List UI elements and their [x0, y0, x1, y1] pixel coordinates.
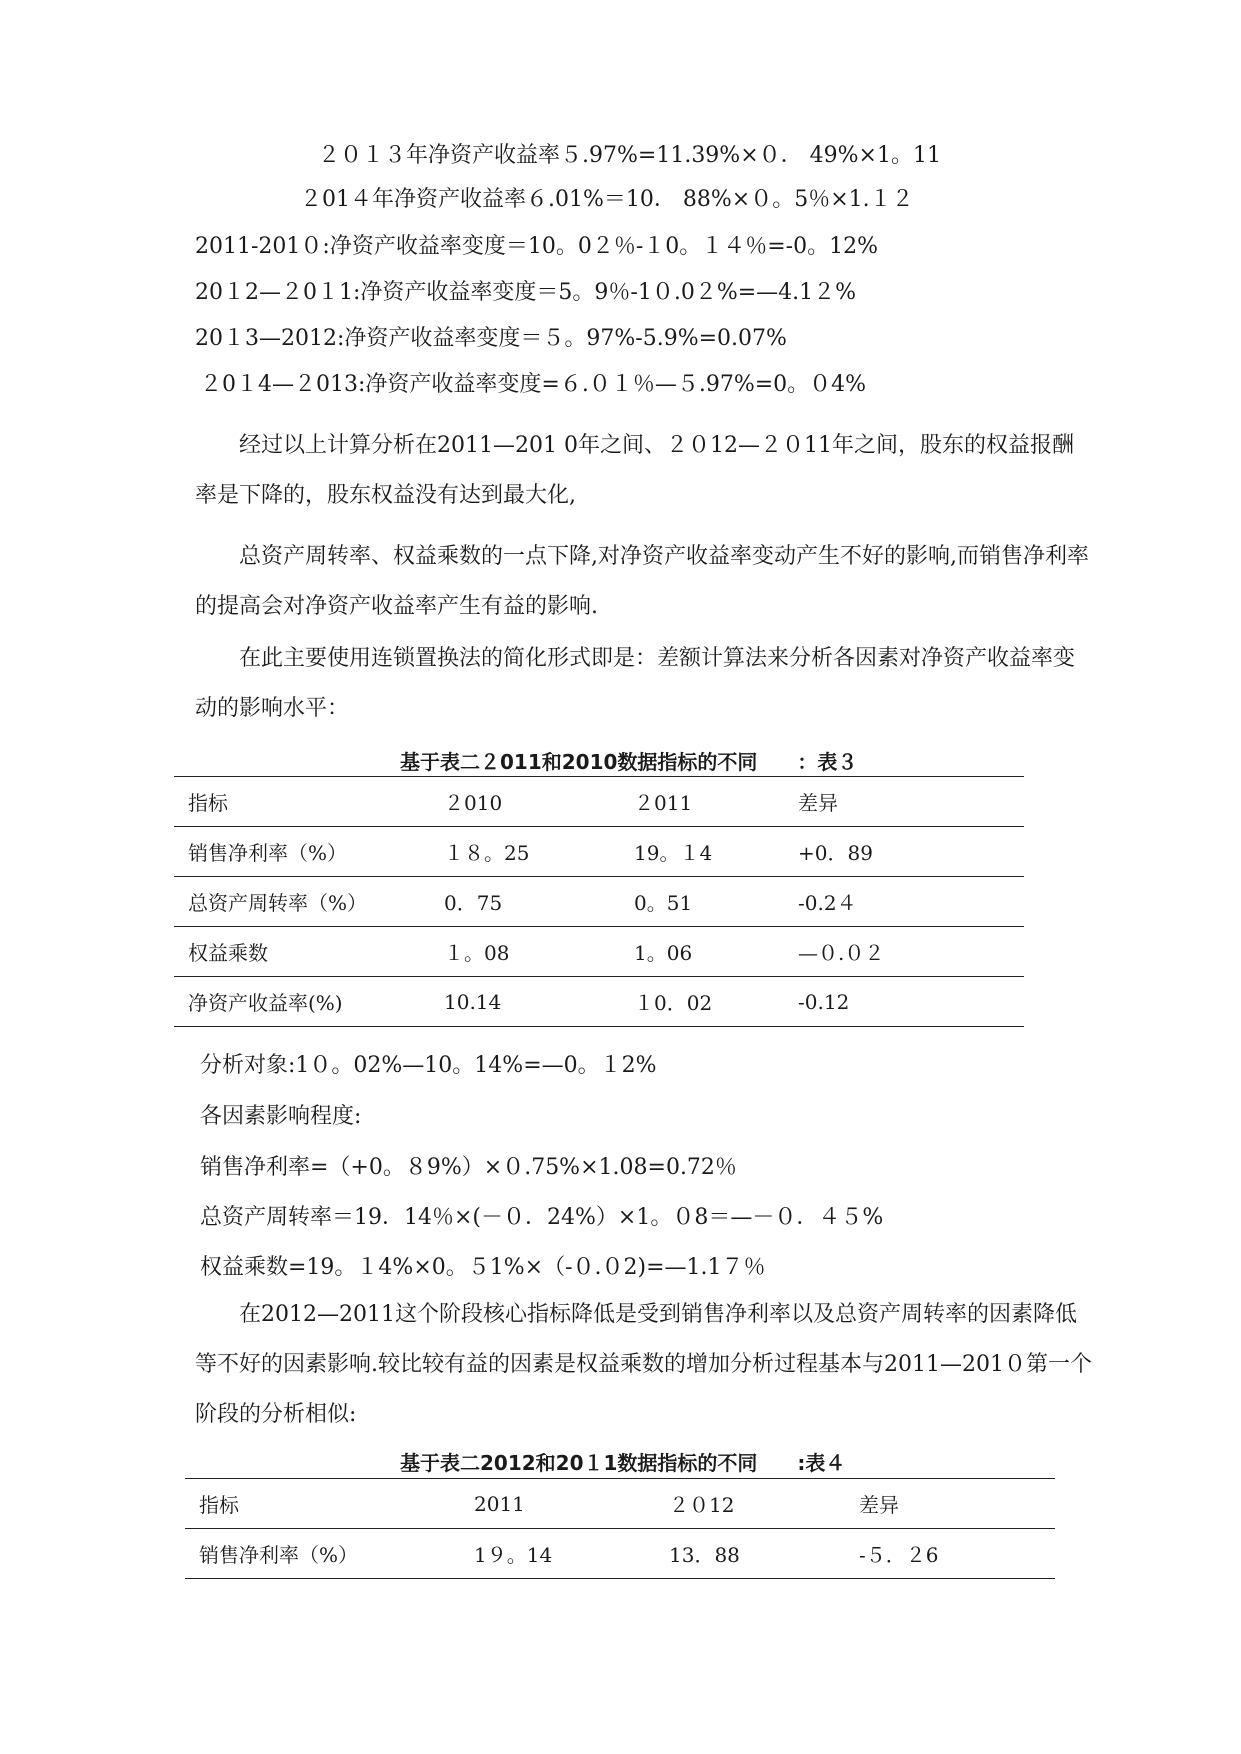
- table-3: [174, 776, 1024, 1027]
- formula-2013: ２０１３年净资产收益率５.97%=11.39%×０． 49%×1。11: [318, 143, 941, 168]
- table-row: [174, 877, 1024, 927]
- table3-caption: 基于表二２011和2010数据指标的不同 ：表３: [400, 750, 858, 774]
- paragraph-conclusion: 经过以上计算分析在2011—201 0年之间、２０12—２０11年之间，股东的权益报酬率是下降的，股东权益没有达到最大化,: [195, 433, 1074, 508]
- table4-header-cell: ２０12: [655, 1479, 845, 1529]
- table-cell: １0．02: [620, 977, 784, 1027]
- table3-header-cell: 指标: [174, 777, 430, 827]
- table-cell: 销售净利率（%）: [174, 827, 430, 877]
- paragraph-2012-2011: 在2012—2011这个阶段核心指标降低是受到销售净利率以及总资产周转率的因素降低等不好的因素影响.较比较有益的因素是权益乘数的增加分析过程基本与2011—201０第一个阶段的分析相似:: [195, 1302, 1092, 1427]
- table4-header-cell: 差异: [845, 1479, 1055, 1529]
- table-cell: 10.14: [430, 977, 620, 1027]
- table-cell: 0。51: [620, 877, 784, 927]
- table-cell: 13．88: [655, 1529, 845, 1579]
- table-cell: -0.12: [784, 977, 1024, 1027]
- table3-header-cell: ２011: [620, 777, 784, 827]
- table-cell: 0．75: [430, 877, 620, 927]
- table-cell: 1９。14: [460, 1529, 655, 1579]
- table-cell: １８。25: [430, 827, 620, 877]
- table-cell: 净资产收益率(%): [174, 977, 430, 1027]
- table-cell: 19。１4: [620, 827, 784, 877]
- table-cell: -0.2４: [784, 877, 1024, 927]
- analysis-asset-turnover: 总资产周转率＝19．14％×(－０．24%）×1。０8＝—－０．４５%: [200, 1205, 884, 1230]
- formula-2014: ２01４年净资产收益率６.01%＝10． 88%×０。5％×1.１２: [300, 187, 914, 212]
- paragraph-impact: 总资产周转率、权益乘数的一点下降,对净资产收益率变动产生不好的影响,而销售净利率的提高会对净资产收益率产生有益的影响.: [195, 544, 1089, 619]
- table3-header-cell: 差异: [784, 777, 1024, 827]
- table3-header-cell: ２010: [430, 777, 620, 827]
- table4-header-row: [185, 1479, 1055, 1529]
- paragraph-method: 在此主要使用连锁置换法的简化形式即是：差额计算法来分析各因素对净资产收益率变动的影响水平：: [195, 646, 1076, 721]
- table-row: [174, 927, 1024, 977]
- table-cell: —０.０２: [784, 927, 1024, 977]
- analysis-net-margin: 销售净利率=（+0。８9%）×０.75%×1.08=0.72％: [200, 1155, 737, 1180]
- table4-header-cell: 2011: [460, 1479, 655, 1529]
- table-cell: 销售净利率（%）: [185, 1529, 460, 1579]
- table4-header-cell: 指标: [185, 1479, 460, 1529]
- table-cell: +0．89: [784, 827, 1024, 877]
- table3-header-row: [174, 777, 1024, 827]
- table-row: [185, 1529, 1055, 1579]
- table4-caption: 基于表二2012和20１1数据指标的不同 :表４: [400, 1451, 846, 1475]
- table-cell: -５．２6: [845, 1529, 1055, 1579]
- change-2013-2012: 20１3—2012:净资产收益率变度＝５。97%-5.9%=0.07%: [195, 326, 787, 351]
- change-2014-2013: ２0１4—２013:净资产收益率变度=６.０１％—５.97%=0。０4%: [200, 372, 867, 397]
- analysis-equity-multiplier: 权益乘数=19。１4%×0。５1%×（-０.０2)=—1.1７％: [200, 1255, 766, 1280]
- table-cell: 权益乘数: [174, 927, 430, 977]
- analysis-target: 分析对象:1０。02%—10。14%=—0。１2%: [200, 1053, 657, 1078]
- table-cell: 总资产周转率（%）: [174, 877, 430, 927]
- table-4: [185, 1478, 1055, 1579]
- change-2011-2010: 2011-201０:净资产收益率变度＝10。0２％-１0。１４％=-0。12%: [195, 234, 879, 259]
- analysis-heading: 各因素影响程度:: [200, 1104, 362, 1129]
- table-cell: 1。06: [620, 927, 784, 977]
- table-row: [174, 827, 1024, 877]
- table-row: [174, 977, 1024, 1027]
- table-cell: １。08: [430, 927, 620, 977]
- change-2012-2011: 20１2—２0１1:净资产收益率变度＝5。9％-1０.0２%=—4.1２%: [195, 280, 857, 305]
